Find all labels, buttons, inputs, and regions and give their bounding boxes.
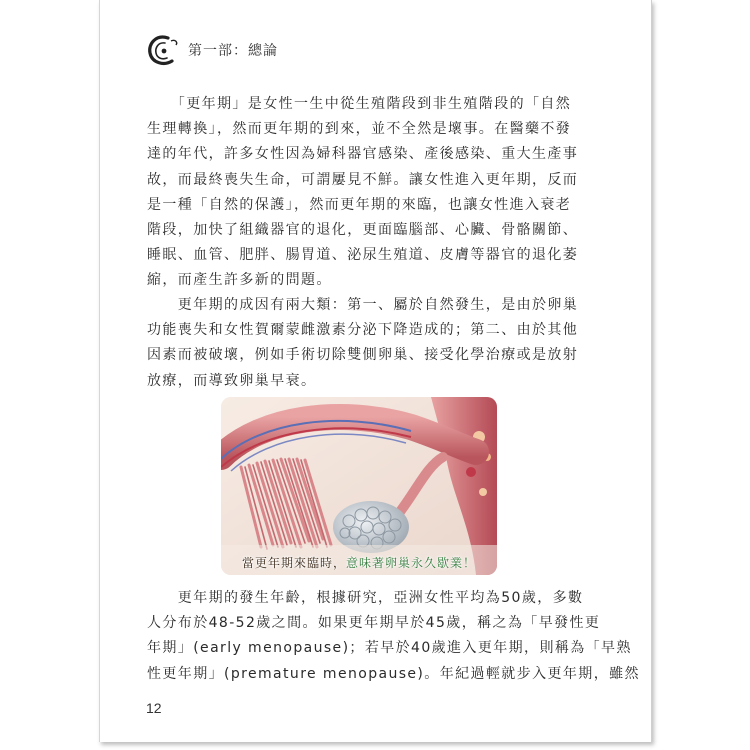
text-line: 放療，而導致卵巢早衰。 xyxy=(147,372,317,389)
text-line: 階段，加快了組織器官的退化，更面臨腦部、心臟、骨骼關節、 xyxy=(147,222,579,239)
fallopian-tube-ovary-image xyxy=(221,397,497,575)
ovary-illustration xyxy=(221,397,497,575)
figure-caption xyxy=(221,554,497,571)
paragraph-1 xyxy=(147,92,607,294)
chapter-title: 第一部：總論 xyxy=(188,43,278,59)
book-page xyxy=(99,0,652,742)
text-line: 睡眠、血管、肥胖、腸胃道、泌尿生殖道、皮膚等器官的退化萎 xyxy=(147,247,579,264)
chapter-header xyxy=(144,32,278,68)
text-line: 性更年期」(premature menopause)。年紀過輕就步入更年期，雖然 xyxy=(147,665,640,682)
text-line: 人分布於48-52歲之間。如果更年期早於45歲，稱之為「早發性更 xyxy=(147,615,601,632)
text-line: 更年期的發生年齡，根據研究，亞洲女性平均為50歲，多數 xyxy=(147,590,584,606)
text-line: 年期」(early menopause)；若早於40歲進入更年期，則稱為「早熟 xyxy=(147,640,632,657)
text-line: 因素而被破壞，例如手術切除雙側卵巢、接受化學治療或是放射 xyxy=(147,347,579,364)
caption-part-2: 意味著卵巢永久歇業！ xyxy=(346,556,477,570)
text-line: 功能喪失和女性賀爾蒙雌激素分泌下降造成的；第二、由於其他 xyxy=(147,322,579,339)
page-number: 12 xyxy=(146,700,162,716)
caption-part-1: 當更年期來臨時， xyxy=(241,556,346,570)
paragraph-3 xyxy=(147,586,640,687)
text-line: 生理轉換」，然而更年期的到來，並不全然是壞事。在醫藥不發 xyxy=(147,121,572,138)
text-line: 達的年代，許多女性因為婦科器官感染、產後感染、重大生產事 xyxy=(147,146,579,163)
text-line: 縮，而產生許多新的問題。 xyxy=(147,272,332,289)
text-line: 是一種「自然的保護」，然而更年期的來臨，也讓女性進入衰老 xyxy=(147,196,572,213)
paragraph-2 xyxy=(147,293,607,394)
text-line: 更年期的成因有兩大類：第一、屬於自然發生，是由於卵巢 xyxy=(147,297,579,313)
chapter-logo-icon xyxy=(144,32,184,68)
text-line: 「更年期」是女性一生中從生殖階段到非生殖階段的「自然 xyxy=(147,96,572,112)
text-line: 故，而最終喪失生命，可謂屢見不鮮。讓女性進入更年期，反而 xyxy=(147,171,579,188)
